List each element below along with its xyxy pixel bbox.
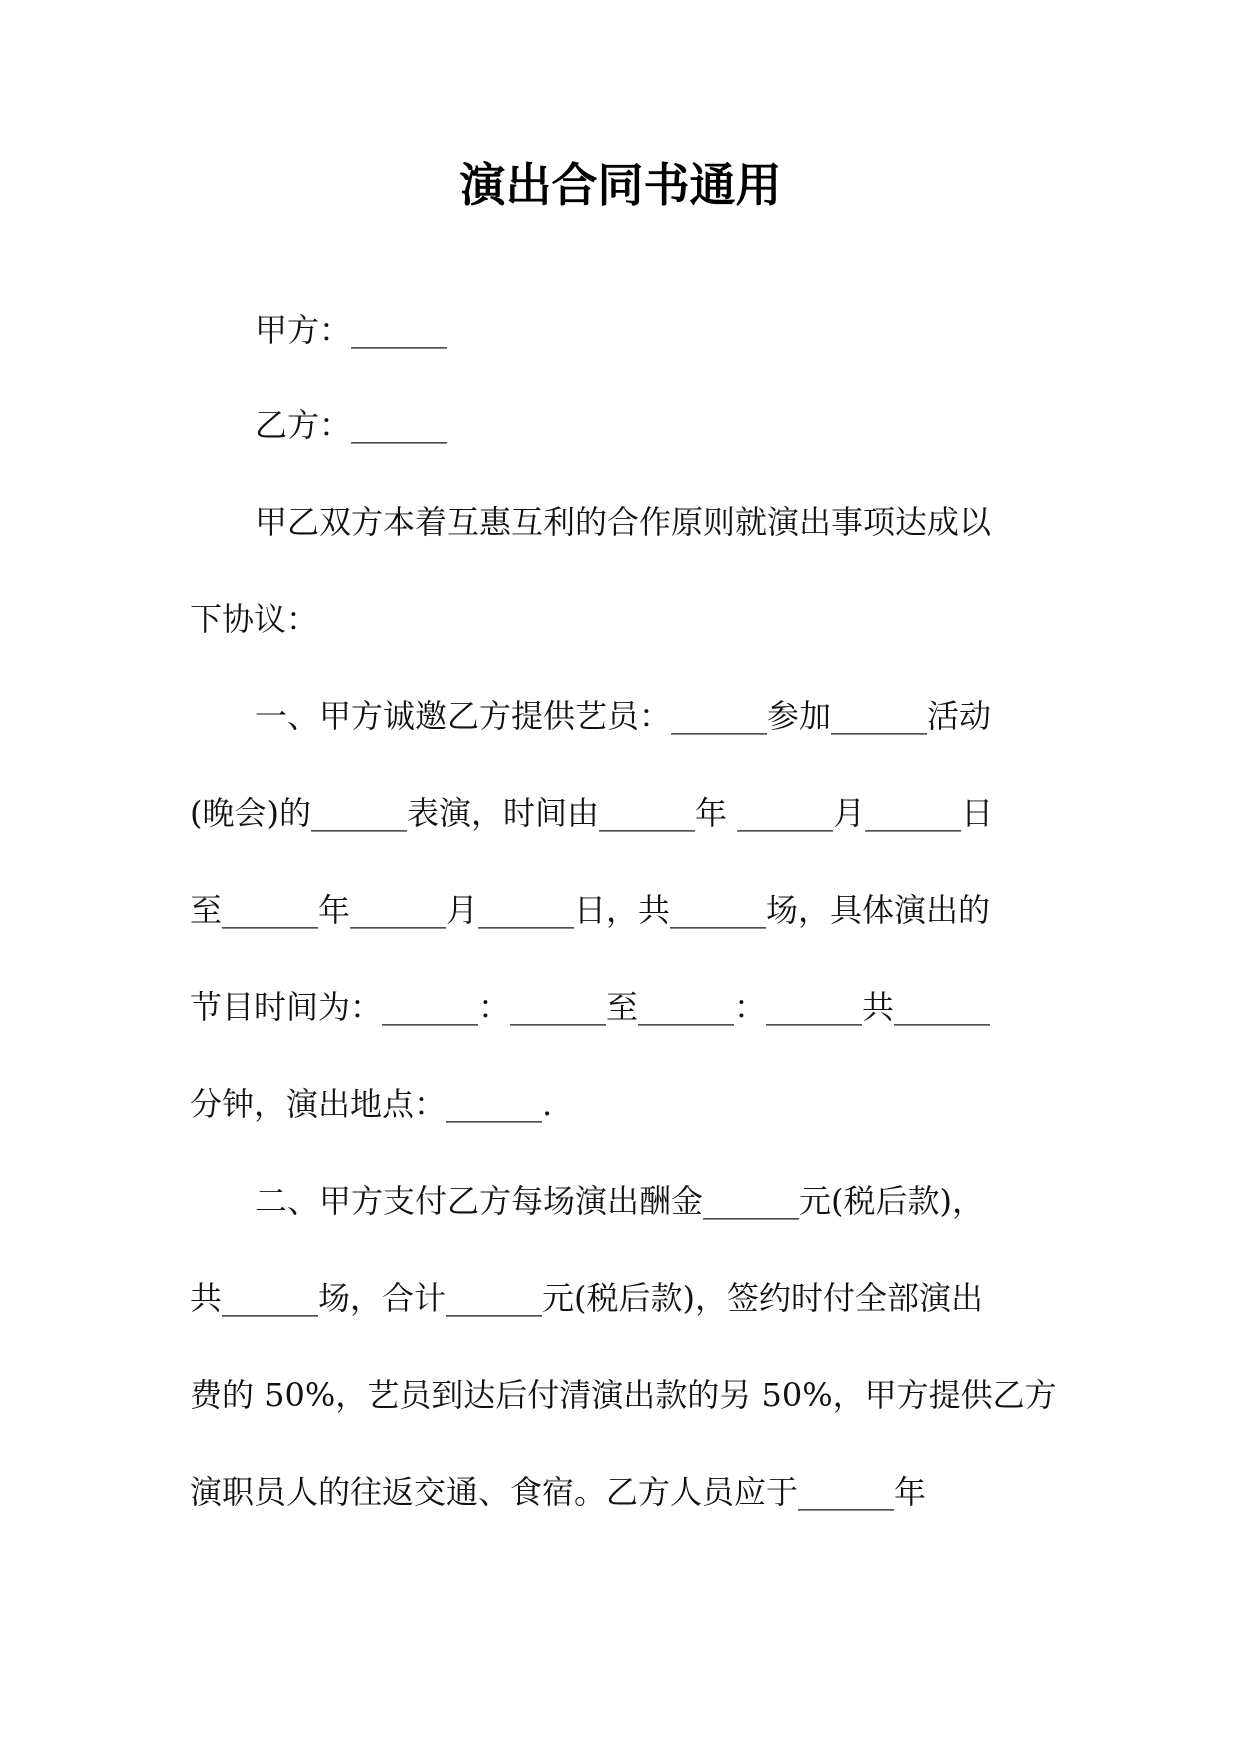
party-b-line: 乙方：______ — [255, 406, 448, 444]
party-a-line: 甲方：______ — [255, 311, 448, 349]
clause-1-line-2: (晚会)的______表演，时间由______年 ______月______日 — [190, 794, 994, 832]
clause-2-line-3: 费的 50%，艺员到达后付清演出款的另 50%，甲方提供乙方 — [190, 1376, 1057, 1414]
clause-1-line-3: 至______年______月______日，共______场，具体演出的 — [190, 891, 991, 929]
intro-line-2: 下协议： — [190, 600, 319, 638]
clause-2-line-1: 二、甲方支付乙方每场演出酬金______元(税后款)， — [255, 1182, 984, 1220]
document-title: 演出合同书通用 — [459, 158, 782, 212]
clause-1-line-5: 分钟，演出地点：______. — [190, 1085, 553, 1123]
clause-1-line-1: 一、甲方诚邀乙方提供艺员：______参加______活动 — [255, 697, 992, 735]
clause-2-line-4: 演职员人的往返交通、食宿。乙方人员应于______年 — [190, 1473, 927, 1511]
clause-2-line-2: 共______场，合计______元(税后款)，签约时付全部演出 — [190, 1279, 983, 1317]
intro-line-1: 甲乙双方本着互惠互利的合作原则就演出事项达成以 — [255, 503, 992, 541]
clause-1-line-4: 节目时间为：______：______至______：______共______ — [190, 988, 991, 1026]
